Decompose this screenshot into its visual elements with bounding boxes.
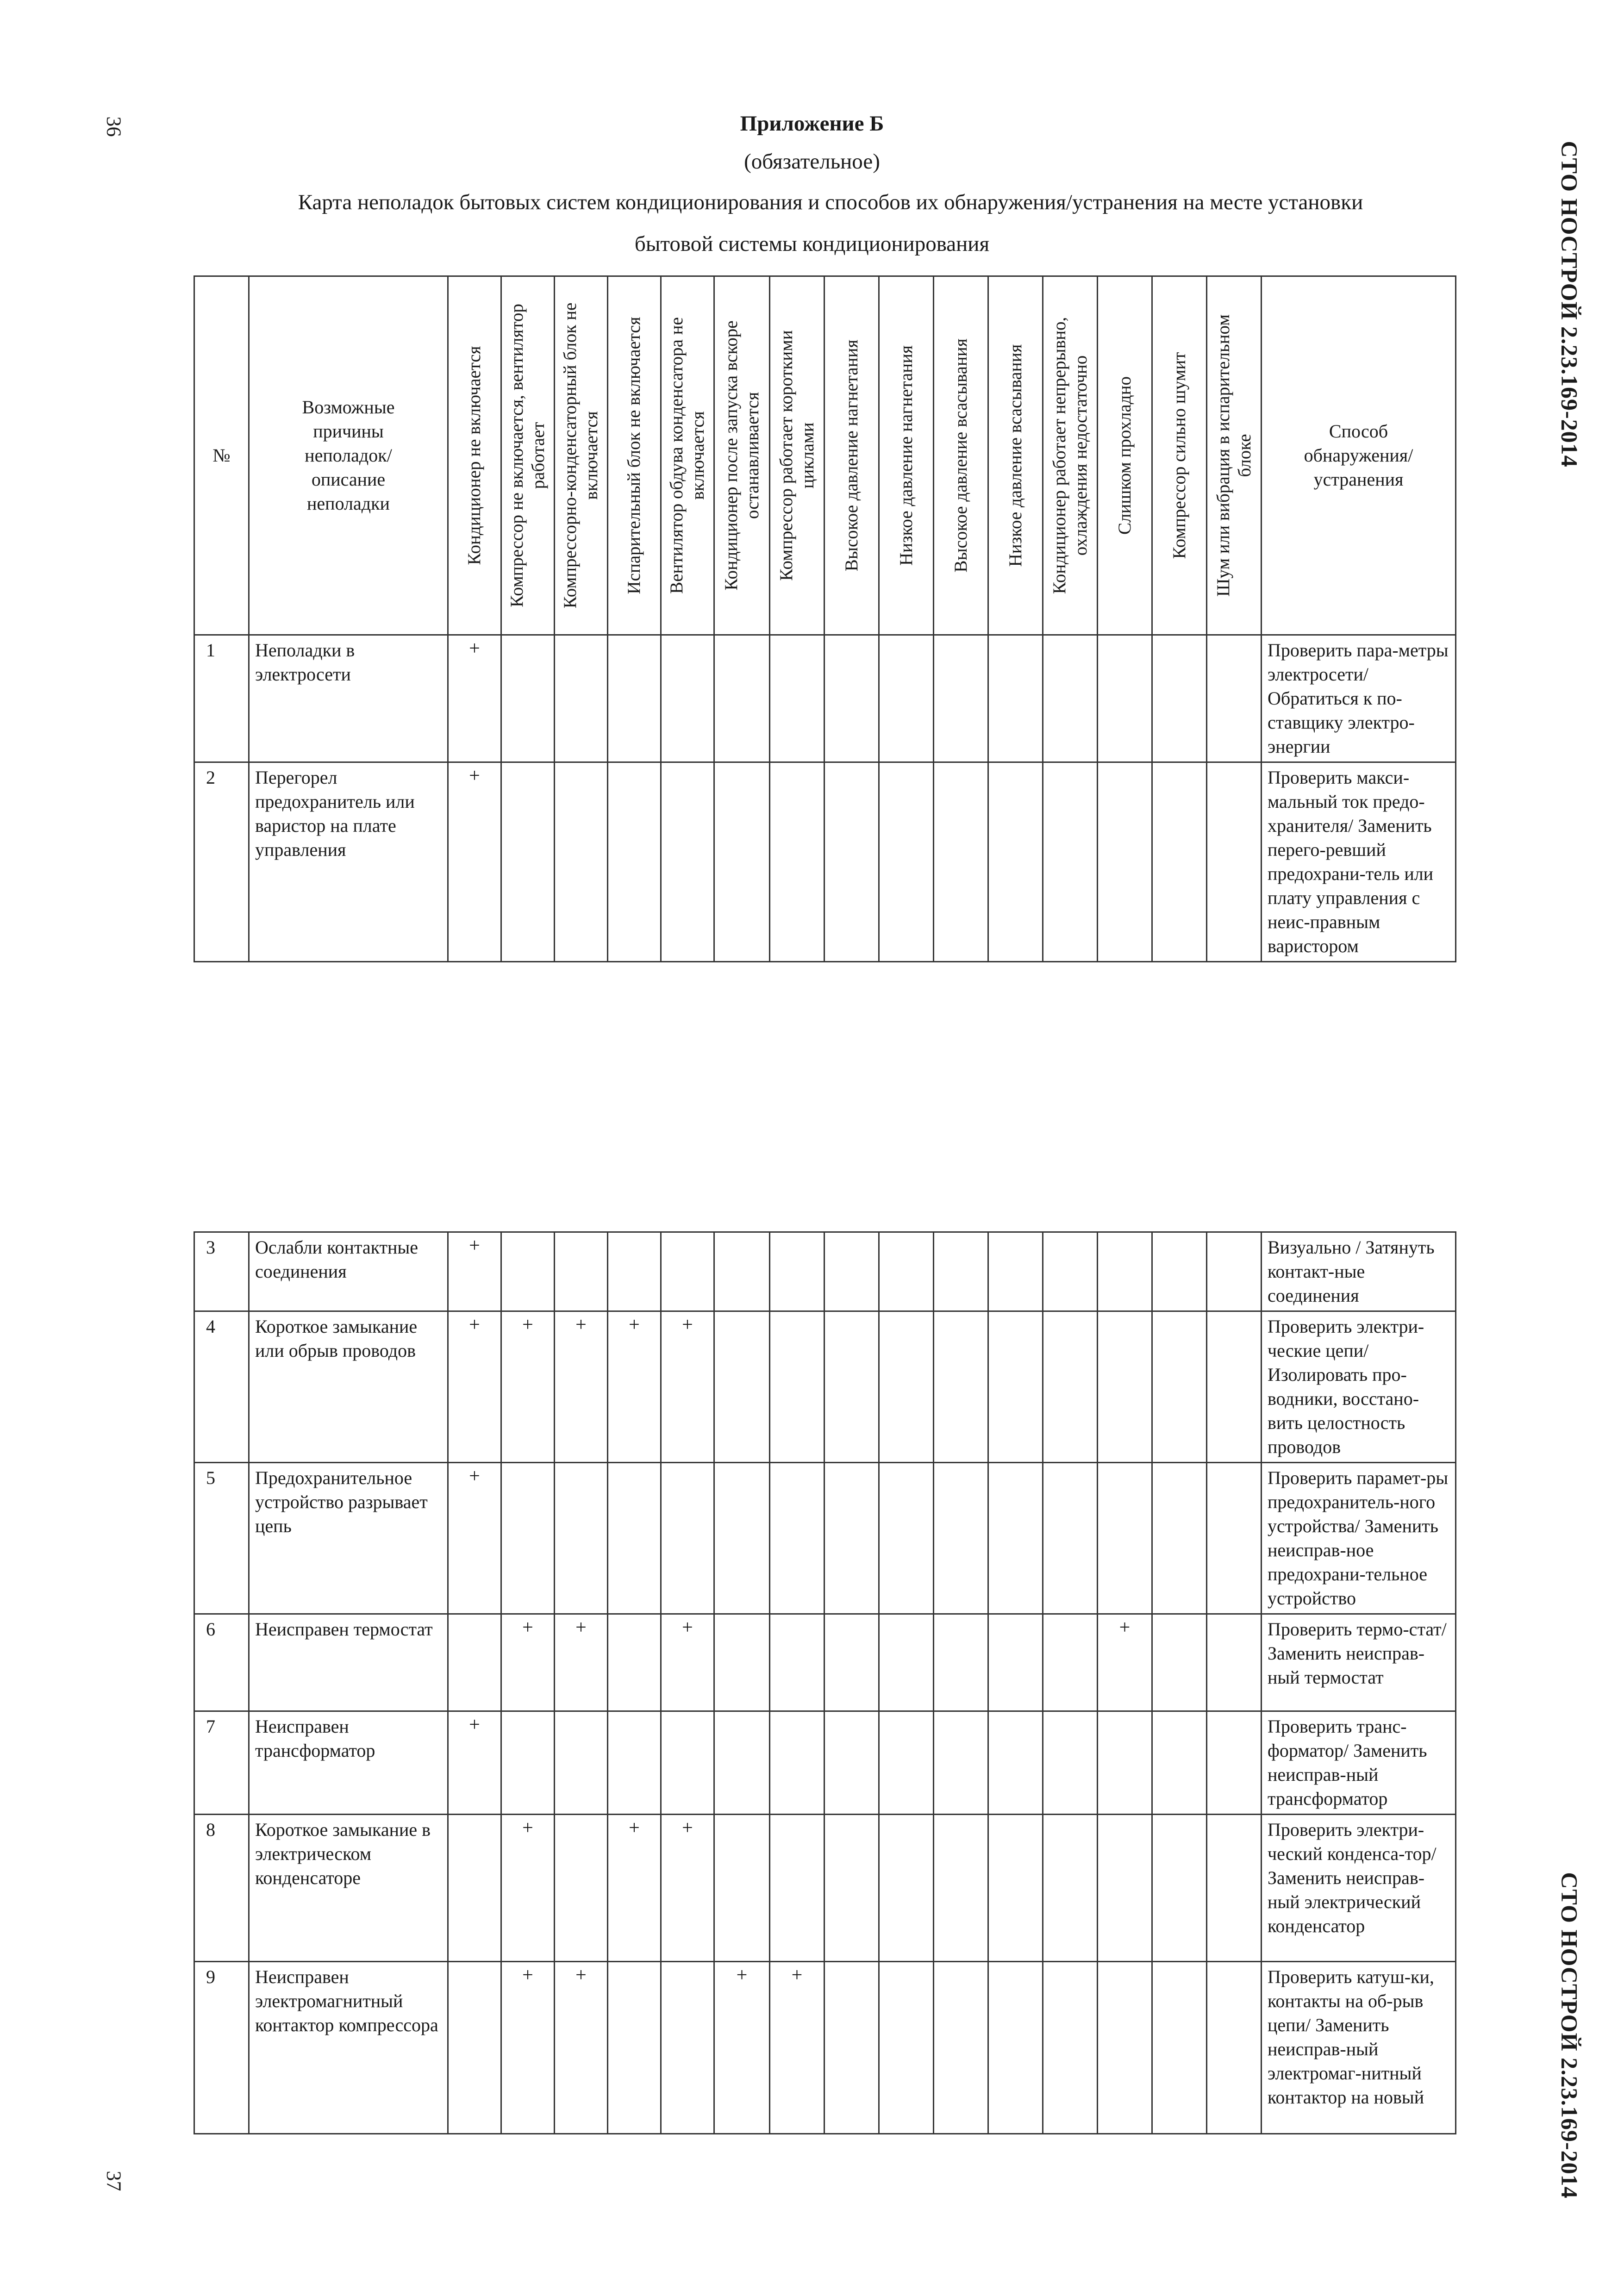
symptom-mark [1043,1614,1098,1711]
symptom-mark [1207,1614,1262,1711]
symptom-mark [608,1463,661,1614]
header-symptom: Слишком прохладно [1098,276,1152,635]
header-symptom: Испарительный блок не включается [608,276,661,635]
row-method: Проверить катуш-ки, контакты на об-рыв цепи/ Заменить неисправ-ный электромаг-нитный контактор на новый [1262,1962,1456,2134]
symptom-mark [714,635,770,762]
symptom-mark [1152,1232,1207,1311]
fault-table-part-1 [194,275,1456,962]
table-row [194,1962,1456,2134]
symptom-mark [1207,762,1262,962]
table-row [194,1711,1456,1815]
header-symptom: Низкое давление всасывания [988,276,1043,635]
row-number: 3 [194,1232,249,1311]
symptom-mark [879,1962,934,2134]
symptom-mark [988,1962,1043,2134]
symptom-mark: + [608,1815,661,1962]
symptom-mark [555,1815,608,1962]
header-symptom: Кондиционер после запуска вскоре останавливается [714,276,770,635]
table-row [194,762,1456,962]
symptom-mark [1152,1311,1207,1463]
symptom-mark [555,1463,608,1614]
symptom-mark [770,635,824,762]
symptom-mark: + [555,1614,608,1711]
symptom-mark [501,635,555,762]
symptom-mark [714,762,770,962]
symptom-mark [501,1463,555,1614]
symptom-mark: + [448,1311,501,1463]
row-number: 4 [194,1311,249,1463]
symptom-mark [988,1614,1043,1711]
symptom-mark [824,1463,879,1614]
symptom-mark [988,1232,1043,1311]
symptom-mark [1207,1463,1262,1614]
symptom-mark [448,1962,501,2134]
symptom-mark [661,1962,714,2134]
symptom-mark [1098,1232,1152,1311]
symptom-mark: + [661,1815,714,1962]
header-symptom: Шум или вибрация в испарительном блоке [1207,276,1262,635]
row-cause: Неполадки в электросети [249,635,448,762]
header-symptom: Кондиционер работает непрерывно, охлаждения недостаточно [1043,276,1098,635]
symptom-mark [770,1463,824,1614]
symptom-mark [770,1815,824,1962]
table-header-row [194,276,1456,635]
symptom-mark: + [661,1311,714,1463]
symptom-mark [824,1962,879,2134]
row-method: Проверить макси-мальный ток предо-хранителя/ Заменить перего-ревший предохрани-тель или плату управления с неис-правным варистором [1262,762,1456,962]
symptom-mark [661,1463,714,1614]
symptom-mark [1098,1311,1152,1463]
symptom-mark [1043,1711,1098,1815]
symptom-mark: + [448,635,501,762]
row-number: 2 [194,762,249,962]
symptom-mark [501,1711,555,1815]
symptom-mark [934,635,988,762]
symptom-mark [1152,1711,1207,1815]
symptom-mark [714,1711,770,1815]
symptom-mark [555,1232,608,1311]
symptom-mark [714,1311,770,1463]
symptom-mark [1152,1463,1207,1614]
symptom-mark [934,1311,988,1463]
header-symptom: Компрессор сильно шумит [1152,276,1207,635]
appendix-status: (обязательное) [744,150,880,174]
symptom-mark [555,1711,608,1815]
symptom-mark [501,762,555,962]
symptom-mark [1043,1463,1098,1614]
symptom-mark: + [501,1962,555,2134]
table-row [194,1232,1456,1311]
header-symptom: Низкое давление нагнетания [879,276,934,635]
symptom-mark: + [448,1463,501,1614]
table-row [194,635,1456,762]
symptom-mark [1098,762,1152,962]
symptom-mark [555,762,608,962]
symptom-mark [988,1463,1043,1614]
symptom-mark [608,635,661,762]
symptom-mark: + [1098,1614,1152,1711]
symptom-mark [608,1232,661,1311]
symptom-mark [714,1815,770,1962]
symptom-mark [879,1815,934,1962]
symptom-mark [934,1711,988,1815]
symptom-mark [879,1311,934,1463]
row-method: Проверить термо-стат/ Заменить неисправ-ный термостат [1262,1614,1456,1711]
symptom-mark [770,1711,824,1815]
table-row [194,1815,1456,1962]
row-number: 5 [194,1463,249,1614]
row-number: 7 [194,1711,249,1815]
symptom-mark [714,1463,770,1614]
row-number: 9 [194,1962,249,2134]
row-cause: Ослабли контактные соединения [249,1232,448,1311]
symptom-mark [824,1614,879,1711]
symptom-mark [1152,1962,1207,2134]
symptom-mark [608,762,661,962]
symptom-mark [934,1463,988,1614]
symptom-mark: + [448,762,501,962]
symptom-mark [448,1614,501,1711]
symptom-mark [770,1311,824,1463]
symptom-mark [879,635,934,762]
symptom-mark [608,1614,661,1711]
row-number: 1 [194,635,249,762]
symptom-mark [988,1311,1043,1463]
symptom-mark [824,1711,879,1815]
symptom-mark [824,635,879,762]
symptom-mark [714,1232,770,1311]
header-symptom: Высокое давление всасывания [934,276,988,635]
symptom-mark [1207,1711,1262,1815]
symptom-mark: + [501,1815,555,1962]
symptom-mark: + [448,1711,501,1815]
document-title-line2: бытовой системы кондиционирования [634,232,990,256]
symptom-mark [1152,1815,1207,1962]
symptom-mark [608,1962,661,2134]
row-method: Проверить электри-ческие цепи/ Изолировать про-водники, восстано-вить целостность проводов [1262,1311,1456,1463]
row-number: 8 [194,1815,249,1962]
symptom-mark: + [661,1614,714,1711]
header-num: № [194,276,249,635]
symptom-mark: + [555,1311,608,1463]
symptom-mark [934,762,988,962]
symptom-mark: + [448,1232,501,1311]
side-code-top: СТО НОСТРОЙ 2.23.169-2014 [1556,141,1583,468]
header-method: Способ обнаружения/ устранения [1262,276,1456,635]
symptom-mark [1098,1815,1152,1962]
symptom-mark [555,635,608,762]
row-cause: Короткое замыкание или обрыв проводов [249,1311,448,1463]
symptom-mark [1098,635,1152,762]
row-number: 6 [194,1614,249,1711]
header-cause: Возможные причины неполадок/ описание неполадки [249,276,448,635]
symptom-mark [1207,1815,1262,1962]
symptom-mark: + [501,1311,555,1463]
symptom-mark [661,1232,714,1311]
symptom-mark [1043,1232,1098,1311]
symptom-mark [934,1962,988,2134]
row-method: Визуально / Затянуть контакт-ные соединения [1262,1232,1456,1311]
symptom-mark [1152,762,1207,962]
symptom-mark [608,1711,661,1815]
symptom-mark [988,1815,1043,1962]
page-number-top: 36 [102,116,125,137]
symptom-mark [824,1815,879,1962]
symptom-mark: + [555,1962,608,2134]
symptom-mark [770,1232,824,1311]
symptom-mark [824,762,879,962]
symptom-mark [1207,1962,1262,2134]
symptom-mark [770,762,824,962]
header-symptom: Компрессорно-конденсаторный блок не включается [555,276,608,635]
table-row [194,1614,1456,1711]
symptom-mark [879,762,934,962]
page-number-bottom: 37 [102,2171,125,2191]
row-method: Проверить пара-метры электросети/ Обратиться к по-ставщику электро-энергии [1262,635,1456,762]
row-cause: Неисправен трансформатор [249,1711,448,1815]
symptom-mark [1098,1962,1152,2134]
symptom-mark [1043,1311,1098,1463]
symptom-mark [824,1232,879,1311]
symptom-mark [1043,1962,1098,2134]
fault-table-part-2 [194,1231,1456,2134]
table-row [194,1311,1456,1463]
row-cause: Короткое замыкание в электрическом конденсаторе [249,1815,448,1962]
symptom-mark [879,1614,934,1711]
header-symptom: Высокое давление нагнетания [824,276,879,635]
document-title-line1: Карта неполадок бытовых систем кондиционирования и способов их обнаружения/устранения на месте установки [298,190,1363,214]
symptom-mark [1098,1711,1152,1815]
symptom-mark [1098,1463,1152,1614]
symptom-mark [879,1711,934,1815]
symptom-mark [1043,762,1098,962]
row-cause: Перегорел предохранитель или варистор на плате управления [249,762,448,962]
row-cause: Неисправен электромагнитный контактор компрессора [249,1962,448,2134]
symptom-mark [1207,635,1262,762]
symptom-mark: + [770,1962,824,2134]
symptom-mark [1152,635,1207,762]
symptom-mark [448,1815,501,1962]
symptom-mark [988,1711,1043,1815]
symptom-mark [770,1614,824,1711]
symptom-mark [661,1711,714,1815]
symptom-mark: + [714,1962,770,2134]
symptom-mark [879,1232,934,1311]
symptom-mark [988,635,1043,762]
row-cause: Неисправен термостат [249,1614,448,1711]
symptom-mark [1207,1232,1262,1311]
symptom-mark [879,1463,934,1614]
symptom-mark [661,635,714,762]
row-method: Проверить электри-ческий конденса-тор/ Заменить неисправ-ный электрический конденсатор [1262,1815,1456,1962]
header-symptom: Кондиционер не включается [448,276,501,635]
symptom-mark [988,762,1043,962]
symptom-mark [934,1232,988,1311]
symptom-mark [661,762,714,962]
symptom-mark [1043,1815,1098,1962]
header-symptom: Вентилятор обдува конденсатора не включается [661,276,714,635]
symptom-mark [1207,1311,1262,1463]
symptom-mark: + [501,1614,555,1711]
row-method: Проверить парамет-ры предохранитель-ного устройства/ Заменить неисправ-ное предохрани-тельное устройство [1262,1463,1456,1614]
table-row [194,1463,1456,1614]
symptom-mark [714,1614,770,1711]
appendix-title: Приложение Б [740,112,884,136]
symptom-mark [934,1614,988,1711]
header-symptom: Компрессор не включается, вентилятор работает [501,276,555,635]
header-symptom: Компрессор работает короткими циклами [770,276,824,635]
symptom-mark [1152,1614,1207,1711]
symptom-mark [934,1815,988,1962]
symptom-mark [501,1232,555,1311]
symptom-mark: + [608,1311,661,1463]
symptom-mark [824,1311,879,1463]
side-code-bottom: СТО НОСТРОЙ 2.23.169-2014 [1556,1872,1583,2199]
row-cause: Предохранительное устройство разрывает цепь [249,1463,448,1614]
symptom-mark [1043,635,1098,762]
row-method: Проверить транс-форматор/ Заменить неисправ-ный трансформатор [1262,1711,1456,1815]
